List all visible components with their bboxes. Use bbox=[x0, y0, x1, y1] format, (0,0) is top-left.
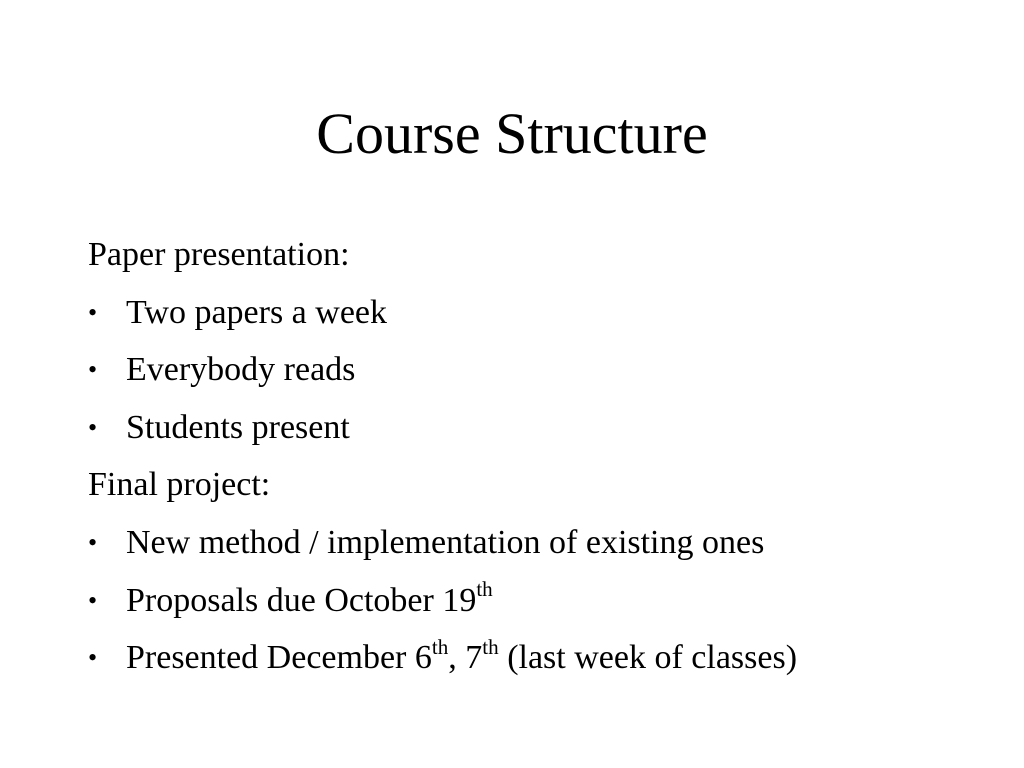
bullet-icon: • bbox=[88, 355, 98, 385]
bullet-icon: • bbox=[88, 527, 98, 557]
slide-body bbox=[88, 230, 988, 691]
bullet-text: Two papers a week bbox=[126, 293, 388, 331]
ordinal-suffix: th bbox=[482, 634, 499, 659]
bullet-item bbox=[88, 345, 988, 403]
ordinal-suffix: th bbox=[476, 577, 493, 602]
bullet-text: New method / implementation of existing ones bbox=[126, 523, 765, 561]
bullet-text: Proposals due October 19 bbox=[126, 581, 477, 619]
bullet-icon: • bbox=[88, 412, 98, 442]
bullet-item bbox=[88, 518, 988, 576]
bullet-item bbox=[88, 403, 988, 461]
bullet-text-continued: , 7 bbox=[448, 639, 483, 677]
slide-title: Course Structure bbox=[316, 101, 708, 166]
bullet-icon: • bbox=[88, 585, 98, 615]
bullet-text: Students present bbox=[126, 408, 350, 446]
bullet-icon: • bbox=[88, 643, 98, 673]
bullet-text: Presented December 6 bbox=[126, 639, 432, 677]
section-heading-final-project: Final project: bbox=[88, 466, 271, 504]
bullet-text-tail: (last week of classes) bbox=[498, 639, 798, 677]
bullet-item bbox=[88, 633, 988, 691]
ordinal-suffix: th bbox=[431, 634, 449, 659]
bullet-item bbox=[88, 288, 988, 346]
bullet-text: Everybody reads bbox=[126, 351, 356, 389]
bullet-icon: • bbox=[88, 297, 98, 327]
bullet-item bbox=[88, 576, 988, 634]
section-heading-paper-presentation: Paper presentation: bbox=[88, 236, 350, 273]
